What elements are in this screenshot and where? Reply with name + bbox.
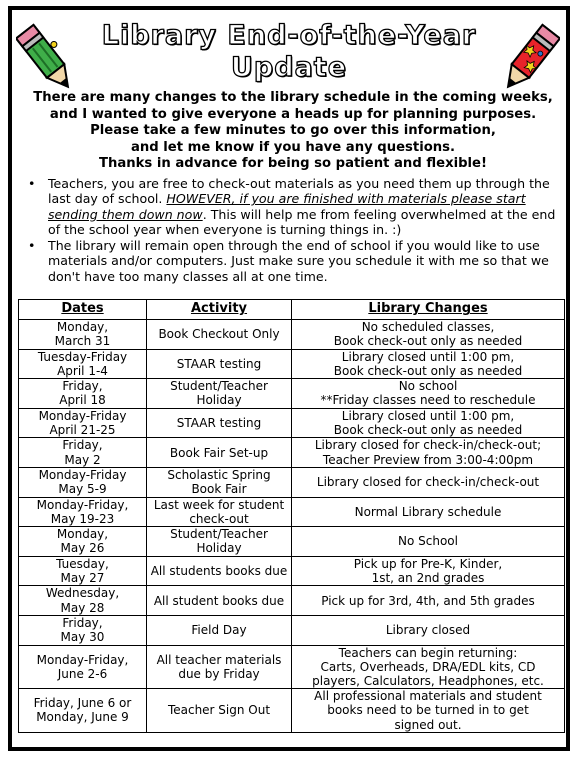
activity-cell-line: due by Friday — [178, 666, 260, 681]
changes-cell — [292, 689, 565, 733]
header-library-changes: Library Changes — [292, 300, 565, 320]
date-cell-line: Monday-Friday, — [36, 652, 129, 667]
date-cell-line: Monday, June 9 — [36, 710, 129, 725]
changes-cell-line: players, Calculators, Headphones, etc. — [312, 673, 544, 688]
activity-cell-line: Book Fair — [191, 482, 247, 497]
date-cell-line: May 26 — [60, 541, 105, 556]
activity-cell — [147, 586, 292, 616]
date-cell-line: May 5-9 — [58, 482, 107, 497]
header-dates: Dates — [19, 300, 147, 320]
activity-cell-line: STAAR testing — [176, 356, 262, 371]
activity-cell-line: All teacher materials — [156, 652, 282, 667]
table-row — [19, 438, 565, 468]
date-cell-line: June 2-6 — [57, 666, 108, 681]
note-emphasis: HOWEVER, if you are finished with materials please start sending them down now — [48, 191, 526, 222]
activity-cell-line: All students books due — [150, 563, 288, 578]
activity-cell-line: All student books due — [153, 593, 285, 608]
date-cell-line: April 1-4 — [57, 363, 108, 378]
changes-cell — [292, 349, 565, 379]
date-cell-line: Wednesday, — [45, 586, 120, 601]
changes-cell-line: signed out. — [394, 717, 462, 732]
table-row — [19, 689, 565, 733]
intro-line: Thanks in advance for being so patient and flexible! — [98, 156, 488, 171]
changes-cell — [292, 497, 565, 527]
activity-cell-line: Student/Teacher — [170, 527, 268, 542]
table-row — [19, 379, 565, 409]
activity-cell — [147, 645, 292, 689]
date-cell-line: Friday, — [62, 616, 103, 631]
changes-cell — [292, 379, 565, 409]
date-cell-line: Friday, — [62, 438, 103, 453]
table-row — [19, 527, 565, 557]
activity-cell-line: Holiday — [196, 393, 242, 408]
activity-cell — [147, 379, 292, 409]
activity-cell-line: check-out — [189, 511, 249, 526]
activity-cell — [147, 438, 292, 468]
date-cell-line: May 30 — [60, 630, 105, 645]
activity-cell-line: Holiday — [196, 541, 242, 556]
date-cell-line: March 31 — [54, 334, 111, 349]
table-row — [19, 645, 565, 689]
changes-cell-line: Library closed for check-in/check-out — [316, 475, 540, 490]
changes-cell-line: Book check-out only as needed — [333, 423, 523, 438]
changes-cell-line: **Friday classes need to reschedule — [320, 393, 536, 408]
date-cell — [19, 645, 147, 689]
date-cell — [19, 586, 147, 616]
activity-cell-line: Book Checkout Only — [158, 327, 280, 342]
changes-cell-line: Teacher Preview from 3:00-4:00pm — [322, 452, 534, 467]
changes-cell — [292, 645, 565, 689]
changes-cell-line: No School — [398, 534, 458, 549]
date-cell-line: Tuesday, — [56, 556, 109, 571]
date-cell — [19, 556, 147, 586]
table-row — [19, 586, 565, 616]
date-cell-line: May 2 — [64, 452, 101, 467]
activity-cell — [147, 467, 292, 497]
activity-cell-line: Teacher Sign Out — [167, 703, 271, 718]
date-cell-line: Monday, — [56, 320, 109, 335]
activity-cell-line: Last week for student — [153, 497, 285, 512]
activity-cell — [147, 527, 292, 557]
table-header-row — [19, 300, 565, 320]
changes-cell-line: Pick up for 3rd, 4th, and 5th grades — [321, 593, 535, 608]
changes-cell — [292, 467, 565, 497]
table-row — [19, 615, 565, 645]
flyer-page — [8, 6, 570, 751]
activity-cell — [147, 408, 292, 438]
changes-cell-line: Library closed until 1:00 pm, — [341, 408, 515, 423]
changes-cell-line: Book check-out only as needed — [333, 363, 523, 378]
changes-cell-line: Library closed — [385, 623, 471, 638]
intro-line: There are many changes to the library schedule in the coming weeks, — [33, 90, 553, 105]
table-row — [19, 467, 565, 497]
changes-cell-line: Teachers can begin returning: — [338, 645, 518, 660]
note-item — [28, 176, 556, 237]
date-cell-line: May 28 — [60, 600, 105, 615]
date-cell-line: Friday, — [62, 379, 103, 394]
date-cell — [19, 349, 147, 379]
activity-cell — [147, 497, 292, 527]
activity-cell — [147, 320, 292, 350]
date-cell-line: Monday-Friday — [38, 468, 127, 483]
changes-cell-line: No scheduled classes, — [361, 320, 495, 335]
date-cell-line: April 18 — [59, 393, 106, 408]
schedule-table — [18, 299, 565, 733]
intro-line: Please take a few minutes to go over this information, — [90, 123, 496, 138]
date-cell-line: Monday-Friday, — [36, 497, 129, 512]
date-cell — [19, 497, 147, 527]
changes-cell-line: Pick up for Pre-K, Kinder, — [353, 556, 503, 571]
activity-cell — [147, 556, 292, 586]
intro-line: and let me know if you have any questions. — [130, 139, 456, 155]
changes-cell — [292, 615, 565, 645]
activity-cell — [147, 349, 292, 379]
header-activity: Activity — [147, 300, 292, 320]
date-cell — [19, 320, 147, 350]
date-cell-line: May 27 — [60, 571, 105, 586]
changes-cell — [292, 586, 565, 616]
table-row — [19, 497, 565, 527]
intro-message — [22, 90, 564, 173]
date-cell — [19, 689, 147, 733]
changes-cell-line: Book check-out only as needed — [333, 334, 523, 349]
note-text: . This will help me from feeling overwhelmed at the end of the school year when everyone is turning things in. :) — [48, 206, 556, 237]
title-line-1: Library End-of-the-Year — [101, 20, 477, 51]
changes-cell-line: Library closed for check-in/check-out; — [314, 438, 542, 453]
changes-cell-line: All professional materials and student — [314, 689, 542, 704]
changes-cell-line: books need to be turned in to get — [327, 703, 529, 718]
changes-cell-line: Normal Library schedule — [354, 504, 502, 519]
table-row — [19, 408, 565, 438]
activity-cell-line: Scholastic Spring — [167, 468, 271, 483]
changes-cell — [292, 556, 565, 586]
table-row — [19, 349, 565, 379]
date-cell — [19, 408, 147, 438]
date-cell — [19, 615, 147, 645]
date-cell-line: April 21-25 — [49, 423, 116, 438]
activity-cell-line: Book Fair Set-up — [169, 445, 269, 460]
activity-cell — [147, 615, 292, 645]
table-row — [19, 556, 565, 586]
changes-cell — [292, 438, 565, 468]
note-item: • The library will remain open through the end of school if you would like to use materials and/or computers. Just make sure you schedule it with me so that we don't have too many classes all at one time. — [28, 238, 556, 284]
schedule-body — [19, 320, 565, 733]
changes-cell-line: Carts, Overheads, DRA/EDL kits, CD — [320, 659, 536, 674]
intro-line: and I wanted to give everyone a heads up for planning purposes. — [49, 106, 537, 122]
note-text: Teachers, you are free to check-out materials as you need them up through the last day of school. — [48, 176, 550, 207]
activity-cell-line: STAAR testing — [176, 415, 262, 430]
date-cell-line: Monday-Friday — [38, 408, 127, 423]
date-cell-line: Friday, June 6 or — [33, 696, 132, 711]
date-cell-line: Tuesday-Friday — [37, 349, 128, 364]
changes-cell — [292, 320, 565, 350]
date-cell — [19, 379, 147, 409]
changes-cell-line: 1st, an 2nd grades — [371, 571, 485, 586]
notes-list — [28, 176, 556, 285]
table-row — [19, 320, 565, 350]
date-cell-line: May 19-23 — [50, 511, 115, 526]
changes-cell — [292, 527, 565, 557]
changes-cell-line: No school — [398, 379, 458, 394]
activity-cell-line: Student/Teacher — [170, 379, 268, 394]
changes-cell — [292, 408, 565, 438]
activity-cell — [147, 689, 292, 733]
activity-cell-line: Field Day — [191, 623, 247, 638]
title-line-2: Update — [230, 52, 348, 83]
date-cell-line: Monday, — [56, 527, 109, 542]
date-cell — [19, 527, 147, 557]
date-cell — [19, 467, 147, 497]
date-cell — [19, 438, 147, 468]
changes-cell-line: Library closed until 1:00 pm, — [341, 349, 515, 364]
